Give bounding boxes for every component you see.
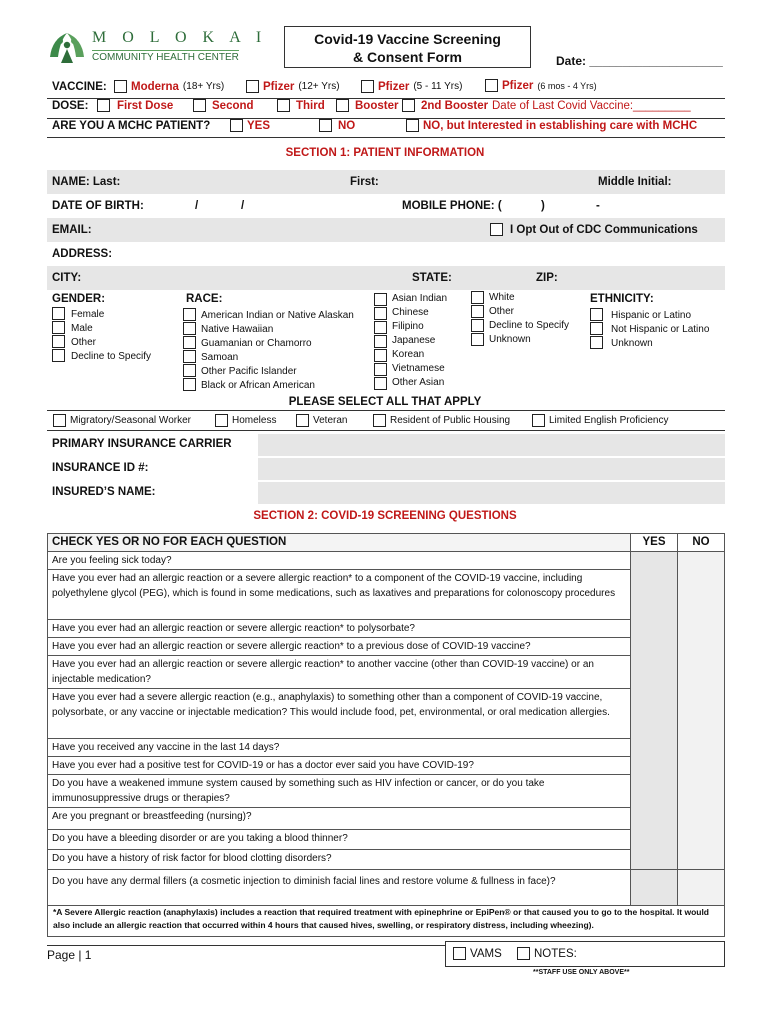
insured-name-label: INSURED’S NAME: (52, 486, 156, 498)
question-text: Do you have any dermal fillers (a cosmetic injection to diminish facial lines and restore volume & fullness in face)? (48, 870, 631, 906)
last-vaccine-date[interactable]: Date of Last Covid Vaccine:_________ (492, 100, 691, 112)
insurance-carrier-label: PRIMARY INSURANCE CARRIER (52, 438, 232, 450)
patient-label: ARE YOU A MCHC PATIENT? (52, 120, 211, 132)
form-title-line1: Covid-19 Vaccine Screening (314, 31, 501, 47)
logo-name: M O L O K A I (92, 29, 268, 46)
dose-option[interactable]: Third (277, 99, 325, 112)
vaccine-label: VACCINE: (52, 81, 107, 93)
middle-initial-field[interactable]: Middle Initial: (598, 176, 672, 188)
checkbox[interactable] (374, 335, 387, 348)
checkbox[interactable] (361, 80, 374, 93)
yes-column[interactable] (631, 552, 678, 870)
table-row (48, 739, 725, 757)
vams-checkbox[interactable]: VAMS (453, 947, 502, 960)
race-option[interactable]: Black or African American (201, 380, 315, 391)
checkbox[interactable] (490, 223, 503, 236)
table-row (48, 757, 725, 775)
section1-title: SECTION 1: PATIENT INFORMATION (285, 147, 485, 159)
dose-label: DOSE: (52, 100, 89, 112)
race-option[interactable]: Native Hawaiian (201, 324, 274, 335)
race-option[interactable]: Chinese (392, 307, 429, 318)
checkbox[interactable] (183, 364, 196, 377)
question-text: Have you ever had an allergic reaction or severe allergic reaction* to polysorbate? (48, 620, 631, 638)
logo (46, 27, 268, 67)
question-text: Are you feeling sick today? (48, 552, 631, 570)
ethnicity-option[interactable]: Not Hispanic or Latino (611, 324, 710, 335)
insurance-id-input[interactable] (258, 458, 725, 480)
question-text: Have you ever had an allergic reaction or severe allergic reaction* to another vaccine (other than COVID-19 vaccine) or an injectable medication? (48, 656, 631, 689)
table-row (48, 850, 725, 870)
checkbox[interactable] (453, 947, 466, 960)
logo-figures-icon (46, 27, 88, 65)
table-row (48, 638, 725, 656)
checkbox[interactable] (471, 291, 484, 304)
race-option[interactable]: Vietnamese (392, 363, 445, 374)
checkbox[interactable] (374, 293, 387, 306)
vaccine-option[interactable]: Pfizer (6 mos - 4 Yrs) (485, 79, 597, 92)
race-option[interactable]: Guamanian or Chamorro (201, 338, 312, 349)
notes-field[interactable]: NOTES: (517, 947, 577, 960)
form-title-line2: & Consent Form (353, 49, 462, 65)
table-row (48, 689, 725, 739)
patient-yes[interactable]: YES (230, 119, 270, 132)
apply-option[interactable]: Veteran (296, 414, 347, 427)
apply-option[interactable]: Migratory/Seasonal Worker (53, 414, 191, 427)
gender-option[interactable]: Decline to Specify (71, 351, 152, 362)
page-number: Page | 1 (47, 945, 445, 962)
checkbox[interactable] (183, 322, 196, 335)
checkbox[interactable] (336, 99, 349, 112)
checkbox[interactable] (374, 349, 387, 362)
checkbox[interactable] (590, 336, 603, 349)
question-text: Do you have a history of risk factor for blood clotting disorders? (48, 850, 631, 870)
race-option[interactable]: Other (489, 306, 515, 317)
staff-use-note: **STAFF USE ONLY ABOVE** (533, 969, 630, 976)
checkbox[interactable] (296, 414, 309, 427)
checkbox[interactable] (471, 333, 484, 346)
phone-dash: - (596, 200, 600, 212)
yes-header: YES (631, 534, 678, 552)
date-field[interactable]: Date: ____________________ (556, 54, 723, 68)
checkbox[interactable] (471, 319, 484, 332)
question-text: Have you ever had an allergic reaction or severe allergic reaction* to a previous dose of COVID-19 vaccine? (48, 638, 631, 656)
checkbox[interactable] (246, 80, 259, 93)
insurance-carrier-input[interactable] (258, 434, 725, 456)
race-option[interactable]: Samoan (201, 352, 239, 363)
no-column[interactable] (678, 552, 725, 870)
race-option[interactable]: Other Asian (392, 377, 445, 388)
address-field[interactable]: ADDRESS: (52, 248, 113, 260)
checkbox[interactable] (193, 99, 206, 112)
question-text: Have you ever had an allergic reaction or a severe allergic reaction* to a component of the COVID-19 vaccine, including polyethylene glycol (PEG), which is found in some medications, such as laxatives and preparations for colonoscopy procedures (48, 570, 631, 620)
race-option[interactable]: Other Pacific Islander (201, 366, 297, 377)
race-option[interactable]: American Indian or Native Alaskan (201, 310, 354, 321)
checkbox[interactable] (183, 336, 196, 349)
checkbox[interactable] (374, 377, 387, 390)
table-row (48, 656, 725, 689)
apply-label: PLEASE SELECT ALL THAT APPLY (288, 396, 482, 408)
vaccine-option[interactable]: Pfizer (12+ Yrs) (246, 80, 340, 93)
table-row (48, 570, 725, 620)
section2-title: SECTION 2: COVID-19 SCREENING QUESTIONS (253, 510, 517, 522)
checkbox[interactable] (183, 350, 196, 363)
checkbox[interactable] (114, 80, 127, 93)
footnote: *A Severe Allergic reaction (anaphylaxis) includes a reaction that required treatment with epinephrine or EpiPen® or that caused you to go to the hospital. It would also include an allergic reaction that occurred within 4 hours that caused hives, swelling, or respiratory distress, including wheezing). (47, 901, 725, 937)
table-row (48, 775, 725, 808)
apply-option[interactable]: Homeless (215, 414, 276, 427)
gender-option[interactable]: Male (71, 323, 93, 334)
dob-field[interactable]: DATE OF BIRTH: (52, 200, 144, 212)
checkbox[interactable] (52, 321, 65, 334)
insurance-id-label: INSURANCE ID #: (52, 462, 149, 474)
checkbox[interactable] (97, 99, 110, 112)
question-text: Do you have a weakened immune system caused by something such as HIV infection or cancer, or do you take immunosuppressive drugs or therapies? (48, 775, 631, 808)
email-field[interactable]: EMAIL: (52, 224, 92, 236)
phone-field[interactable]: MOBILE PHONE: ( (402, 200, 502, 212)
dose-option[interactable]: First Dose (97, 99, 173, 112)
checkbox[interactable] (374, 307, 387, 320)
cdc-opt-out[interactable]: I Opt Out of CDC Communications (490, 223, 698, 236)
first-name-field[interactable]: First: (350, 176, 379, 188)
screening-table (47, 533, 725, 906)
table-row (48, 830, 725, 850)
apply-option[interactable]: Resident of Public Housing (373, 414, 510, 427)
checkbox[interactable] (183, 378, 196, 391)
insured-name-input[interactable] (258, 482, 725, 504)
state-field[interactable]: STATE: (412, 272, 452, 284)
checkbox[interactable] (373, 414, 386, 427)
checkbox[interactable] (183, 308, 196, 321)
city-field[interactable]: CITY: (52, 272, 82, 284)
question-text: Have you ever had a severe allergic reaction (e.g., anaphylaxis) to something other than a component of COVID-19 vaccine, polysorbate, or any vaccine or injectable medication? This would include food, pet, environmental, or oral medication allergies. (48, 689, 631, 739)
checkbox[interactable] (590, 322, 603, 335)
gender-option[interactable]: Female (71, 309, 105, 320)
checkbox[interactable] (230, 119, 243, 132)
phone-paren: ) (541, 200, 545, 212)
checkbox[interactable] (374, 363, 387, 376)
race-option[interactable]: Decline to Specify (489, 320, 570, 331)
patient-no[interactable]: NO (319, 119, 355, 132)
zip-field[interactable]: ZIP: (536, 272, 558, 284)
table-row (48, 808, 725, 830)
ethnicity-option[interactable]: Unknown (611, 338, 653, 349)
gender-label: GENDER: (52, 293, 106, 305)
question-text: Have you received any vaccine in the last 14 days? (48, 739, 631, 757)
dose-option[interactable]: Booster (336, 99, 398, 112)
ethnicity-label: ETHNICITY: (590, 293, 654, 305)
table-row (48, 552, 725, 570)
gender-option[interactable]: Other (71, 337, 97, 348)
checkbox[interactable] (406, 119, 419, 132)
dob-slash: / (241, 200, 245, 212)
patient-interested[interactable]: NO, but Interested in establishing care with MCHC (406, 119, 697, 132)
checkbox[interactable] (52, 349, 65, 362)
dose-option[interactable]: 2nd Booster (402, 99, 488, 112)
vaccine-option[interactable]: Moderna (18+ Yrs) (114, 80, 224, 93)
dob-slash: / (195, 200, 199, 212)
table-row (48, 620, 725, 638)
dose-option[interactable]: Second (193, 99, 254, 112)
race-option[interactable]: Japanese (392, 335, 436, 346)
race-option[interactable]: Korean (392, 349, 425, 360)
no-header: NO (678, 534, 725, 552)
checkbox[interactable] (590, 308, 603, 321)
question-text: Do you have a bleeding disorder or are you taking a blood thinner? (48, 830, 631, 850)
vaccine-option[interactable]: Pfizer (5 - 11 Yrs) (361, 80, 462, 93)
checkbox[interactable] (277, 99, 290, 112)
race-option[interactable]: Asian Indian (392, 293, 448, 304)
checkbox[interactable] (471, 305, 484, 318)
form-title-box (284, 26, 531, 68)
ethnicity-option[interactable]: Hispanic or Latino (611, 310, 692, 321)
apply-option[interactable]: Limited English Proficiency (532, 414, 669, 427)
race-option[interactable]: White (489, 292, 515, 303)
checkbox[interactable] (52, 307, 65, 320)
checkbox[interactable] (532, 414, 545, 427)
race-label: RACE: (186, 293, 223, 305)
checkbox[interactable] (517, 947, 530, 960)
checkbox[interactable] (53, 414, 66, 427)
checkbox[interactable] (52, 335, 65, 348)
checkbox[interactable] (485, 79, 498, 92)
last-name-field[interactable]: NAME: Last: (52, 176, 121, 188)
table-header: CHECK YES OR NO FOR EACH QUESTION (48, 534, 631, 552)
checkbox[interactable] (319, 119, 332, 132)
race-option[interactable]: Unknown (489, 334, 531, 345)
checkbox[interactable] (402, 99, 415, 112)
question-text: Are you pregnant or breastfeeding (nursing)? (48, 808, 631, 830)
checkbox[interactable] (374, 321, 387, 334)
race-option[interactable]: Filipino (392, 321, 424, 332)
question-text: Have you ever had a positive test for COVID-19 or has a doctor ever said you have COVID-19? (48, 757, 631, 775)
logo-tagline: COMMUNITY HEALTH CENTER (92, 52, 239, 63)
checkbox[interactable] (215, 414, 228, 427)
